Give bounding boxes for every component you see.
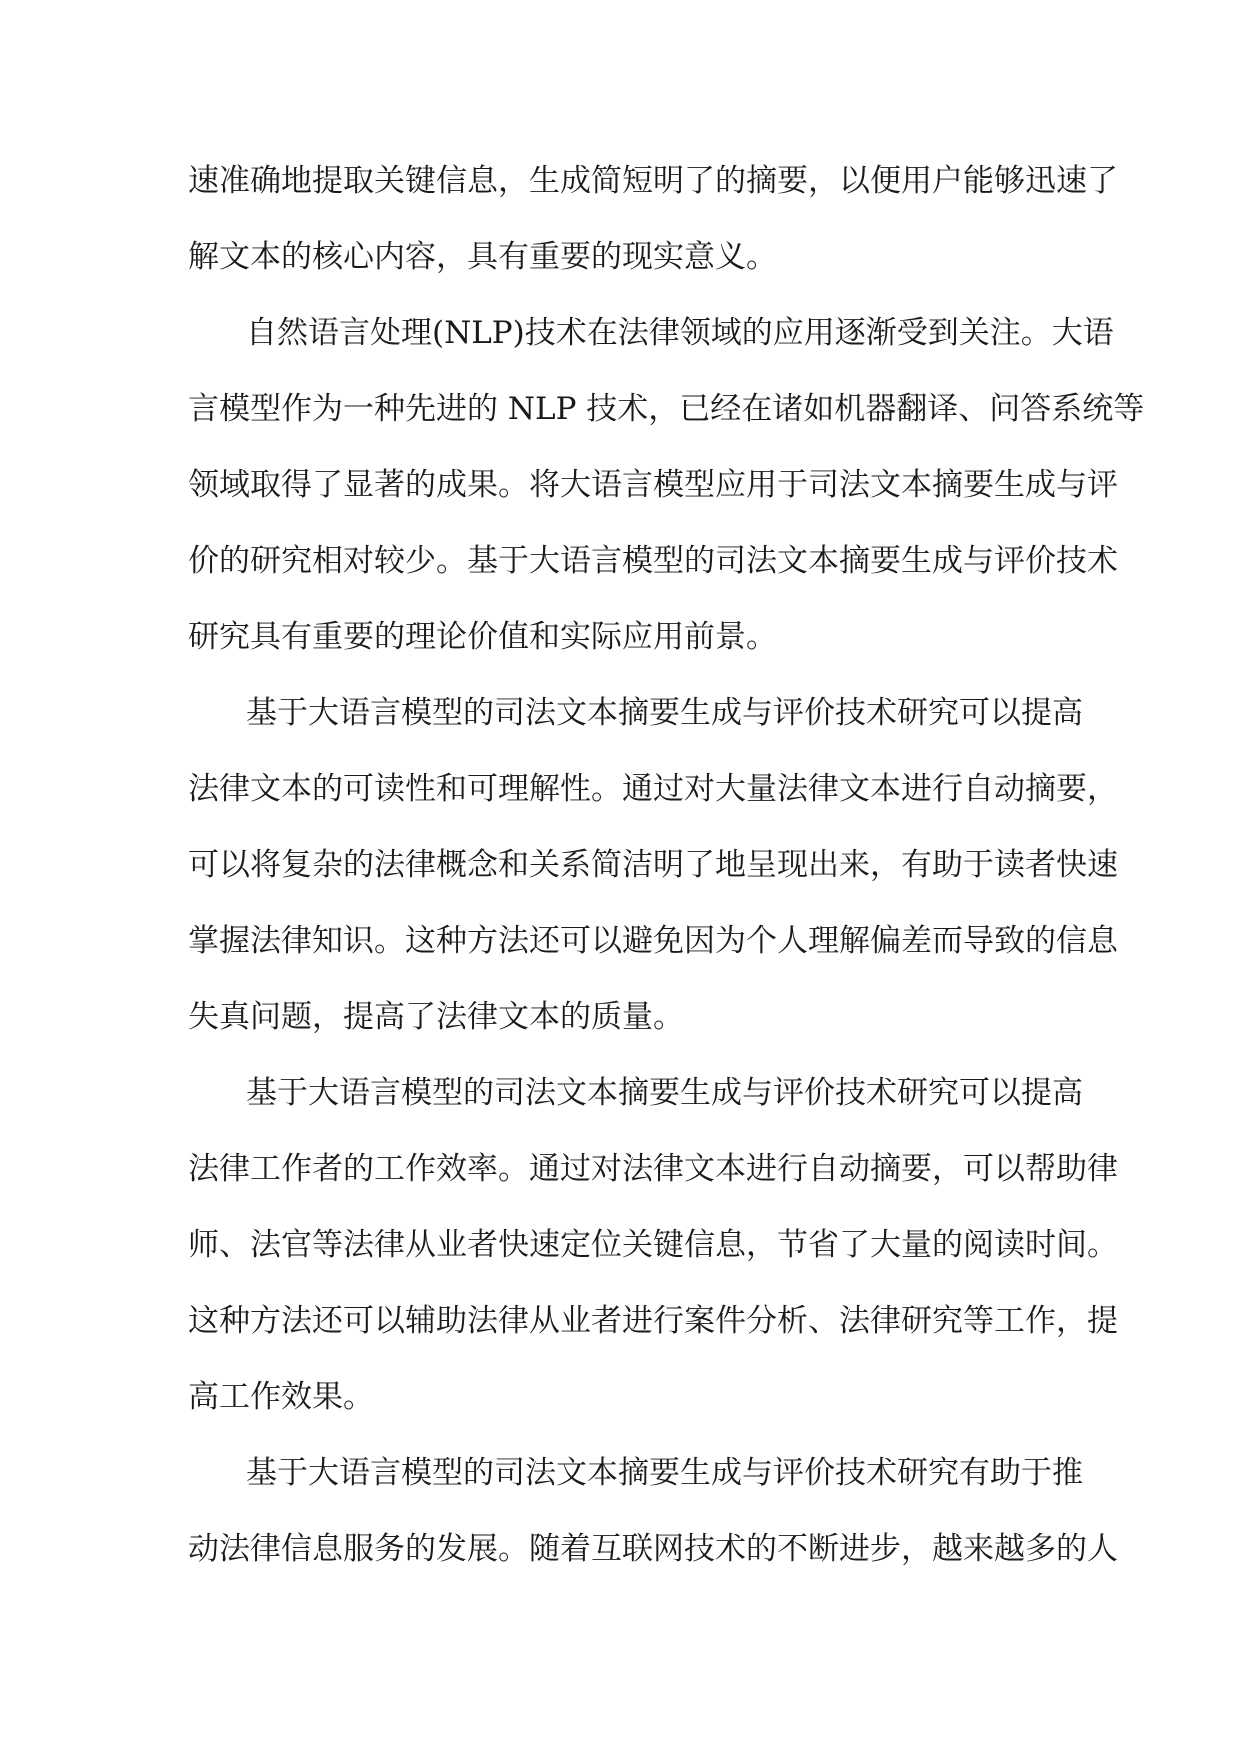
- paragraph-first-line: 基于大语言模型的司法文本摘要生成与评价技术研究可以提高: [246, 1075, 1083, 1111]
- text-line: 可以将复杂的法律概念和关系简洁明了地呈现出来，有助于读者快速: [188, 847, 1118, 883]
- text-line: 速准确地提取关键信息，生成简短明了的摘要，以便用户能够迅速了: [188, 163, 1118, 199]
- paragraph-first-line: 基于大语言模型的司法文本摘要生成与评价技术研究可以提高: [246, 695, 1083, 731]
- text-line: 高工作效果。: [188, 1379, 374, 1415]
- paragraph-first-line: 自然语言处理(NLP)技术在法律领域的应用逐渐受到关注。大语: [246, 315, 1114, 351]
- text-line: 价的研究相对较少。基于大语言模型的司法文本摘要生成与评价技术: [188, 543, 1118, 579]
- text-line: 掌握法律知识。这种方法还可以避免因为个人理解偏差而导致的信息: [188, 923, 1118, 959]
- text-line: 法律工作者的工作效率。通过对法律文本进行自动摘要，可以帮助律: [188, 1151, 1118, 1187]
- document-body: [188, 143, 1145, 1587]
- text-line: 领域取得了显著的成果。将大语言模型应用于司法文本摘要生成与评: [188, 467, 1118, 503]
- text-line: 师、法官等法律从业者快速定位关键信息，节省了大量的阅读时间。: [188, 1227, 1118, 1263]
- paragraph-first-line: 基于大语言模型的司法文本摘要生成与评价技术研究有助于推: [246, 1455, 1083, 1491]
- text-line: 言模型作为一种先进的 NLP 技术，已经在诸如机器翻译、问答系统等: [188, 391, 1145, 427]
- text-line: 法律文本的可读性和可理解性。通过对大量法律文本进行自动摘要，: [188, 771, 1118, 807]
- text-line: 动法律信息服务的发展。随着互联网技术的不断进步，越来越多的人: [188, 1531, 1118, 1567]
- text-line: 研究具有重要的理论价值和实际应用前景。: [188, 619, 777, 655]
- text-line: 失真问题，提高了法律文本的质量。: [188, 999, 684, 1035]
- text-line: 这种方法还可以辅助法律从业者进行案件分析、法律研究等工作，提: [188, 1303, 1118, 1339]
- text-line: 解文本的核心内容，具有重要的现实意义。: [188, 239, 777, 275]
